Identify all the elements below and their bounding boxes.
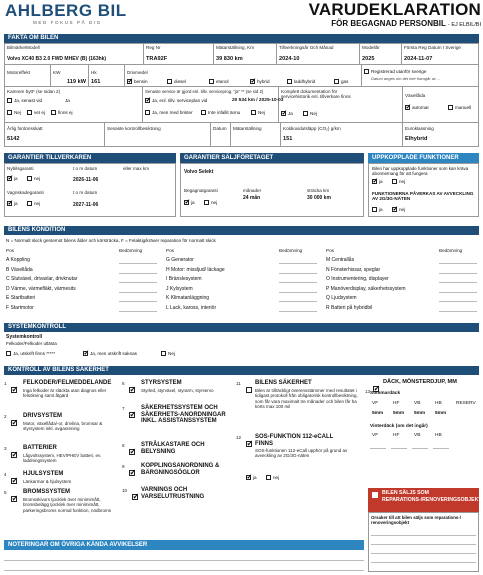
rep-line — [371, 553, 476, 554]
kontroll-item — [4, 380, 116, 398]
kontroll-desc: Lågvoltssystem, HEV/PHEV batteri, ev. laddningssystem — [23, 453, 102, 464]
kontroll-checkbox[interactable] — [11, 420, 17, 426]
kondition-item: F Startmotor — [6, 304, 34, 311]
kontroll-item — [236, 434, 348, 459]
kondition-item: K Klimatanläggning — [166, 295, 210, 301]
drivmedel-bensin[interactable]: ✓bensin — [127, 79, 148, 84]
tyre-header: HB — [435, 401, 442, 406]
bedomning-field[interactable] — [119, 282, 157, 283]
kontroll-num: 3 — [4, 446, 7, 451]
dack-title: DÄCK, MÖNSTERDJUP, MM — [383, 379, 457, 385]
checkbox[interactable] — [204, 200, 209, 205]
checkbox[interactable] — [201, 110, 206, 115]
bedomning-field[interactable] — [279, 273, 317, 274]
checkbox[interactable] — [334, 79, 339, 84]
field-regnr — [144, 44, 214, 65]
kontroll-title: STYRSYSTEM — [141, 380, 182, 386]
checkbox[interactable] — [372, 207, 377, 212]
checkbox[interactable] — [51, 110, 56, 115]
kondition-item: J Kylsystem — [166, 285, 193, 292]
kontroll-desc: Styrled, styrväxel, styrarm, styrservo — [141, 388, 214, 393]
ecall-ja[interactable]: ✓ja — [246, 475, 257, 480]
tyre-value[interactable]: 5mm — [414, 411, 426, 416]
kontroll-item — [122, 442, 234, 460]
vaxellada-manuell[interactable]: manuell — [448, 105, 471, 110]
note-line — [4, 560, 364, 561]
bedomning-field[interactable] — [279, 292, 317, 293]
logo-main: AHLBERG BIL — [5, 1, 127, 20]
kondition-item: L Lack, kaross, interiör — [166, 304, 217, 311]
uppkopplade-q1: Bilen har uppkopplade funktioner som kan kräva abonnemang för att fungera — [372, 166, 469, 176]
checkbox[interactable] — [7, 201, 12, 206]
service-ja-brister[interactable]: Ja, men med brister — [145, 110, 193, 115]
bedomning-field[interactable] — [119, 273, 157, 274]
bedomning-field[interactable] — [439, 311, 477, 312]
q1-nej[interactable]: nej — [392, 179, 405, 184]
kontroll-item — [122, 463, 234, 481]
field-drivmedel — [125, 65, 362, 87]
kondition-item: M Centrallås — [326, 257, 355, 263]
kontroll-checkbox[interactable] — [11, 496, 17, 502]
man-value: 24 mån — [243, 195, 261, 201]
kontroll-num: 6 — [122, 381, 125, 386]
checkbox[interactable] — [303, 111, 308, 116]
checkbox[interactable] — [161, 351, 166, 356]
q1-ja[interactable]: ✓ja — [372, 179, 383, 184]
subtitle-main: FÖR BEGAGNAD PERSONBIL — [331, 19, 446, 28]
bedomning-field[interactable] — [119, 263, 157, 264]
uppkopplade-box — [368, 163, 479, 217]
checkbox[interactable] — [7, 110, 12, 115]
field-label: Motoreffekt — [7, 70, 30, 75]
kontroll-num: 11 — [236, 381, 241, 386]
kontroll-title: BATTERIER — [23, 445, 57, 451]
field-value: 2024-11-07 — [404, 56, 433, 62]
bedomning-field[interactable] — [439, 273, 477, 274]
field-value: TRA92F — [146, 56, 168, 62]
tyre-field[interactable] — [433, 448, 449, 449]
kondition-item: D Värme, värmefläkt, värmesits — [6, 285, 76, 292]
field-datum — [211, 123, 231, 146]
fakta-box — [4, 43, 479, 147]
field-value: 161 — [91, 79, 101, 85]
checkbox[interactable] — [372, 179, 377, 184]
field-value: 2024-10 — [279, 56, 300, 62]
saljgaranti-box — [180, 163, 364, 217]
kontroll-checkbox[interactable] — [11, 452, 17, 458]
tyre-header: HF — [393, 433, 400, 438]
checkbox[interactable] — [27, 201, 32, 206]
systemkontroll-header: SYSTEMKONTROLL — [4, 323, 479, 332]
field-komplett — [279, 87, 403, 123]
vagn-ja[interactable]: ✓ja — [7, 201, 18, 206]
kontroll-checkbox[interactable] — [129, 387, 135, 393]
field-label: Kamrem bytt* (se sidan 2) — [7, 89, 61, 94]
service-nej[interactable]: Nej — [251, 110, 265, 115]
vagn-nej[interactable]: nej — [27, 201, 40, 206]
kontroll-title: KOPPLINGSANORDNING & BÄRGNINGSÖGLOR — [141, 463, 220, 476]
vagn-date: 2027-11-06 — [73, 202, 99, 208]
drivmedel-etanol[interactable]: etanol — [209, 79, 229, 84]
header — [0, 0, 483, 34]
kontroll-item — [4, 413, 116, 431]
field-label: Komplett dokumentation för servicehistorik enl. tillverkare finns — [281, 89, 351, 99]
kontroll-checkbox[interactable] — [246, 387, 252, 393]
field-label: Datum — [213, 126, 227, 131]
tyre-header: VB — [414, 401, 421, 406]
registrerad-checkbox[interactable]: Registrerad utanför sverige — [364, 69, 426, 74]
beg-nej[interactable]: nej — [204, 200, 217, 205]
kontroll-title: BROMSSYSTEM — [23, 489, 71, 495]
checkbox[interactable] — [27, 110, 32, 115]
reparation-checkbox[interactable] — [372, 492, 378, 498]
field-label: Tillverkningsår Och Månad — [279, 45, 334, 50]
logo-sub: MED FOKUS PÅ DIG — [33, 20, 102, 25]
vaxellada-automat[interactable]: ✓automat — [405, 105, 429, 110]
field-label: Första Reg Datum I Sverige — [404, 45, 461, 50]
kontroll-desc: Länkarmar & hjulsystem — [23, 479, 72, 484]
kontroll-title: FELKODER/FELMEDDELANDE — [23, 380, 112, 386]
kontroll-desc: Bromsskivors tjocklek över minimimått, bromsbelägg tjocklek över minimimått, parkeringsbroms normal funktion, nödbroms — [23, 497, 112, 513]
kondition-item: Q Ljudsystem — [326, 295, 357, 301]
garanti-box — [4, 163, 176, 217]
nybil-ja[interactable]: ✓ja — [7, 176, 18, 181]
kondition-item: R Batteri på hybridbil — [326, 304, 373, 311]
kontroll-item — [236, 380, 358, 410]
tyre-header: VB — [414, 433, 421, 438]
kondition-item: O Instrumentering, displayer — [326, 276, 389, 282]
tyre-field[interactable] — [391, 448, 407, 449]
registrerad-note: Datum anges om det inte framgår av ... — [371, 76, 441, 81]
kontroll-num: 12 — [236, 435, 242, 440]
bedomning-header: Bedömning — [119, 248, 143, 253]
field-matarst — [231, 123, 281, 146]
rep-line — [371, 535, 476, 536]
checkbox[interactable] — [251, 110, 256, 115]
kontroll-checkbox[interactable] — [132, 494, 138, 500]
tyre-header: VF — [372, 433, 379, 438]
field-value: Volvo XC40 B3 2.0 FWD MHEV (B) (163hk) — [7, 56, 107, 62]
field-kamrem — [5, 87, 143, 123]
kontroll-checkbox[interactable] — [129, 449, 135, 455]
kontroll-desc: SOS-funktionen 112-eCall upphör på grund av avveckling av 2G/3G-näten — [255, 448, 348, 459]
checkbox[interactable] — [7, 176, 12, 181]
kamrem-nej[interactable]: Nej — [7, 110, 21, 115]
checkbox[interactable] — [145, 98, 150, 103]
kondition-item: H Motor: missljud/ läckage — [166, 266, 225, 273]
kontroll-checkbox[interactable] — [11, 478, 17, 484]
checkbox[interactable] — [266, 475, 271, 480]
bedomning-field[interactable] — [439, 282, 477, 283]
field-value: 5142 — [7, 136, 20, 142]
beg-ja[interactable]: ✓ja — [184, 200, 195, 205]
field-kw — [51, 65, 89, 87]
tyre-value[interactable]: 5mm — [372, 411, 384, 416]
rep-line — [371, 544, 476, 545]
kontroll-title: SÄKERHETSSYSTEM OCH SÄKERHETS-ANORDNINGAR INKL. ASSISTANSSYSTEM — [141, 405, 226, 425]
checkbox[interactable] — [167, 79, 172, 84]
checkbox[interactable] — [392, 207, 397, 212]
field-label: Senaste kontrollbesiktning — [107, 126, 161, 131]
checkbox[interactable] — [127, 79, 132, 84]
beg-label: Begagnatgaranti — [184, 188, 218, 193]
kamrem-finnsej[interactable]: finns ej — [51, 110, 73, 115]
page-subtitle — [331, 19, 481, 28]
sys-ja-saknas[interactable]: ✓ Ja, men utskrift saknas — [83, 351, 137, 356]
bedomning-field[interactable] — [279, 301, 317, 302]
service-value: 20 534 km / 2025-10-03 — [232, 98, 284, 103]
kondition-item: N Fönsterhissar, speglar — [326, 266, 381, 273]
pos-header: Pos — [6, 248, 14, 253]
vagn-label: Vagnskadegaranti — [7, 190, 44, 195]
field-model — [5, 44, 144, 65]
bedomning-header: Bedömning — [279, 248, 303, 253]
nybil-nej[interactable]: nej — [27, 176, 40, 181]
bedomning-field[interactable] — [119, 301, 157, 302]
kondition-item: P Manöverdisplay, säkerhetssystem — [326, 285, 406, 292]
checkbox[interactable] — [184, 200, 189, 205]
pos-header: Pos — [326, 248, 334, 253]
field-motor — [5, 65, 51, 87]
kontroll-title: DRIVSYSTEM — [23, 413, 63, 419]
tyre-field[interactable] — [412, 448, 428, 449]
kontroll-num: 2 — [4, 414, 7, 419]
field-label: Euroklassning — [405, 126, 434, 131]
tyre-value[interactable]: 5mm — [435, 411, 447, 416]
km-value: 30 000 km — [307, 195, 331, 201]
kondition-item: I Bränslesystem — [166, 276, 202, 282]
fakta-section-header: FAKTA OM BILEN — [4, 34, 479, 43]
saljgaranti-header: GARANTIER SÄLJFÖRETAGET — [180, 153, 364, 163]
kamrem-vetej[interactable]: vet ej — [27, 110, 45, 115]
checkbox[interactable] — [405, 105, 410, 110]
bedomning-header: Bedömning — [439, 248, 463, 253]
field-value: 39 830 km — [216, 56, 243, 62]
field-value: 2025 — [362, 56, 375, 62]
field-label: Koldioxidutsläpp (CO₂) g/km — [283, 126, 341, 131]
kontroll-item — [122, 405, 234, 423]
field-label: Växellåda — [405, 93, 426, 98]
kondition-legend: N = Normalt skick gentemot bilens ålder och körsträcka, F = Felaktig/kräver reparation för normalt skick — [6, 238, 216, 243]
noteringar-box[interactable] — [4, 550, 364, 572]
kontroll-title: HJULSYSTEM — [23, 471, 64, 477]
tom-label: t o m datum — [73, 166, 98, 171]
field-modellar — [360, 44, 402, 65]
kontroll-item — [4, 445, 116, 463]
bedomning-field[interactable] — [439, 292, 477, 293]
sys-ja-utskrift[interactable]: Ja, utskrift finns ***** — [6, 351, 55, 356]
checkbox[interactable] — [364, 69, 369, 74]
reparation-box — [368, 512, 479, 572]
dack-num: 13 — [365, 389, 371, 394]
checkbox[interactable] — [448, 105, 453, 110]
kontroll-num: 1 — [4, 381, 7, 386]
kontroll-num: 10 — [122, 488, 128, 493]
systemkontroll-sub: Felkoder/Felkoder utlästa — [6, 341, 57, 346]
kontroll-header: KONTROLL AV BILENS SÄKERHET — [4, 366, 479, 375]
kondition-item: B Växellåda — [6, 266, 33, 273]
garanti-header: GARANTIER TILLVERKAREN — [4, 153, 176, 163]
komplett-ja[interactable]: ✓Ja — [281, 111, 293, 116]
field-label: Drivmedel — [127, 70, 148, 75]
kamrem-ja-senast[interactable]: Ja, senast vid — [7, 98, 42, 103]
reparation-desc: Orsaker till att bilen säljs som reparations-/ renoveringsobjekt — [371, 515, 462, 525]
bedomning-field[interactable] — [439, 263, 477, 264]
checkbox[interactable] — [83, 351, 88, 356]
field-co2 — [281, 123, 403, 146]
bedomning-field[interactable] — [119, 292, 157, 293]
drivmedel-laddhybrid[interactable]: laddhybrid — [287, 79, 315, 84]
uppkopplade-q2: FUNKTIONERNA PÅVERKAS AV AVVECKLING AV 2G/3G-NÄTEN — [372, 191, 474, 202]
field-vaxellada — [403, 87, 478, 123]
kontroll-item — [122, 487, 234, 505]
kontroll-item — [4, 489, 116, 513]
pos-header: Pos — [166, 248, 174, 253]
kontroll-desc: Inga felkoder är släckta utan diagnos eller felsökning samt åtgärd — [23, 388, 107, 399]
man-label: månader — [243, 188, 262, 193]
sommar-label: Sommardäck — [370, 391, 401, 396]
checkbox[interactable] — [281, 111, 286, 116]
bedomning-field[interactable] — [279, 263, 317, 264]
checkbox[interactable] — [392, 179, 397, 184]
field-tillv — [277, 44, 360, 65]
field-firstreg — [402, 44, 478, 65]
field-label: Hk — [91, 70, 97, 75]
nybil-label: Nybilsgaranti — [7, 166, 34, 171]
checkbox[interactable] — [287, 79, 292, 84]
tyre-value[interactable]: 5mm — [393, 411, 405, 416]
field-label: Modellår — [362, 45, 380, 50]
subtitle-suffix: - EJ ELBIL/BI — [447, 22, 481, 28]
kontroll-checkbox[interactable] — [11, 387, 17, 393]
field-value: 151 — [283, 136, 293, 142]
kontroll-title: STRÅLKASTARE OCH BELYSNING — [141, 442, 205, 455]
kontroll-num: 7 — [122, 406, 125, 411]
systemkontroll-box — [4, 332, 479, 362]
bedomning-field[interactable] — [279, 311, 317, 312]
kontroll-title: SOS-FUNKTION 112-eCALL FINNS — [255, 434, 334, 447]
checkbox[interactable] — [246, 475, 251, 480]
kondition-box — [4, 235, 479, 317]
drivmedel-diesel[interactable]: diesel — [167, 79, 186, 84]
field-skatt — [5, 123, 105, 146]
kondition-item: E Startbatteri — [6, 295, 36, 301]
checkbox[interactable] — [250, 79, 255, 84]
nybil-date: 2026-11-06 — [73, 177, 99, 183]
note-line — [4, 570, 364, 571]
field-value: 119 kW — [67, 79, 86, 85]
kontroll-item — [4, 471, 116, 489]
kontroll-desc: Bilen är tillräckligt överensstämmer med resultatet i tidigast protokoll från obligatorisk kontrollbesiktning, som får vara maximalt tre månader och bilen får ha körts max 100 mil — [255, 388, 358, 410]
q2-ja[interactable]: ja — [372, 207, 383, 212]
tyre-header: RESERV — [456, 401, 476, 406]
kontroll-checkbox[interactable] — [129, 470, 135, 476]
field-km — [214, 44, 277, 65]
checkbox[interactable] — [145, 110, 150, 115]
kontroll-title: VARNINGS OCH VARSELUTRUSTNING — [141, 487, 205, 500]
saljgaranti-value: Volvo Selekt — [184, 169, 214, 175]
kontroll-num: 8 — [122, 443, 125, 448]
drivmedel-gas[interactable]: gas — [334, 79, 348, 84]
kontroll-checkbox[interactable] — [129, 412, 135, 418]
field-registrerad — [362, 65, 478, 87]
field-label: Årlig fordonsskatt — [7, 126, 43, 131]
tyre-header: HB — [435, 433, 442, 438]
kontroll-checkbox[interactable] — [246, 441, 252, 447]
tom-label-2: t o m datum — [73, 190, 98, 195]
rep-line — [371, 562, 476, 563]
dack-box — [365, 380, 479, 480]
checkbox[interactable] — [7, 98, 12, 103]
service-inte-infallit[interactable]: Inte infallit ännu — [201, 110, 240, 115]
kamrem-small-ja: Ja — [65, 98, 70, 103]
uppkopplade-header: UPPKOPPLADE FUNKTIONER — [368, 153, 479, 163]
field-label: Reg Nr — [146, 45, 161, 50]
kondition-header: BILENS KONDITION — [4, 226, 479, 235]
tyre-header: VF — [372, 401, 379, 406]
kontroll-title: BILENS SÄKERHET — [255, 380, 312, 386]
field-service — [143, 87, 284, 123]
noteringar-header: NOTERINGAR OM ÖVRIGA KÄNDA AVVIKELSER — [4, 540, 364, 550]
checkbox[interactable] — [209, 79, 214, 84]
page-title: VARUDEKLARATION — [308, 0, 481, 19]
drivmedel-hybrid[interactable]: ✓ hybrid — [250, 79, 270, 84]
q2-nej[interactable]: ✓ nej — [392, 207, 405, 212]
field-label: Bilmärke/Modell — [7, 45, 40, 50]
bedomning-field[interactable] — [439, 301, 477, 302]
reparation-header — [368, 488, 482, 512]
kontroll-num: 9 — [122, 464, 125, 469]
checkbox[interactable] — [6, 351, 11, 356]
systemkontroll-label: Systemkontroll — [6, 334, 43, 340]
reparation-title: BILEN SÄLJS SOM REPARATIONS-/RENOVERINGSOBJEKT — [382, 490, 482, 503]
km-label: sträcka km — [307, 188, 330, 193]
sys-nej[interactable]: Nej — [161, 351, 175, 356]
ecall-nej[interactable]: nej — [266, 475, 279, 480]
checkbox[interactable] — [27, 176, 32, 181]
field-label: Mätarställning, Km — [216, 45, 255, 50]
bedomning-field[interactable] — [279, 282, 317, 283]
bedomning-field[interactable] — [119, 311, 157, 312]
field-label: Mätarställning — [233, 126, 262, 131]
service-ja-enl[interactable]: ✓Ja, enl. tillv. serviceplan vid — [145, 98, 207, 103]
field-kontrollbes — [105, 123, 211, 146]
kontroll-item — [122, 380, 234, 398]
field-label: KW — [53, 70, 61, 75]
logo — [5, 1, 127, 25]
tyre-field[interactable] — [370, 448, 386, 449]
field-euro — [403, 123, 478, 146]
kontroll-desc: Motor, växellåda/-or, drivlina, bromsar & styrsystem inkl. avgasrening — [23, 421, 103, 432]
field-label: Senaste service är gjord enl. tillv. serviceprog. "ja" ** (se sid 2) — [145, 89, 264, 94]
kondition-item: G Generator — [166, 257, 194, 263]
field-hk — [89, 65, 125, 87]
kontroll-num: 5 — [4, 490, 7, 495]
eller-label: eller max km — [123, 166, 150, 171]
field-value: Elhybrid — [405, 136, 428, 142]
kondition-item: C Slutväxel, drivaxlar, drivknutar — [6, 276, 78, 282]
tyre-header: HF — [393, 401, 400, 406]
kondition-item: A Koppling — [6, 257, 30, 263]
vinter-label: Vinterdäck (om det ingår) — [370, 424, 428, 429]
komplett-nej[interactable]: Nej — [303, 111, 317, 116]
kontroll-num: 4 — [4, 472, 7, 477]
